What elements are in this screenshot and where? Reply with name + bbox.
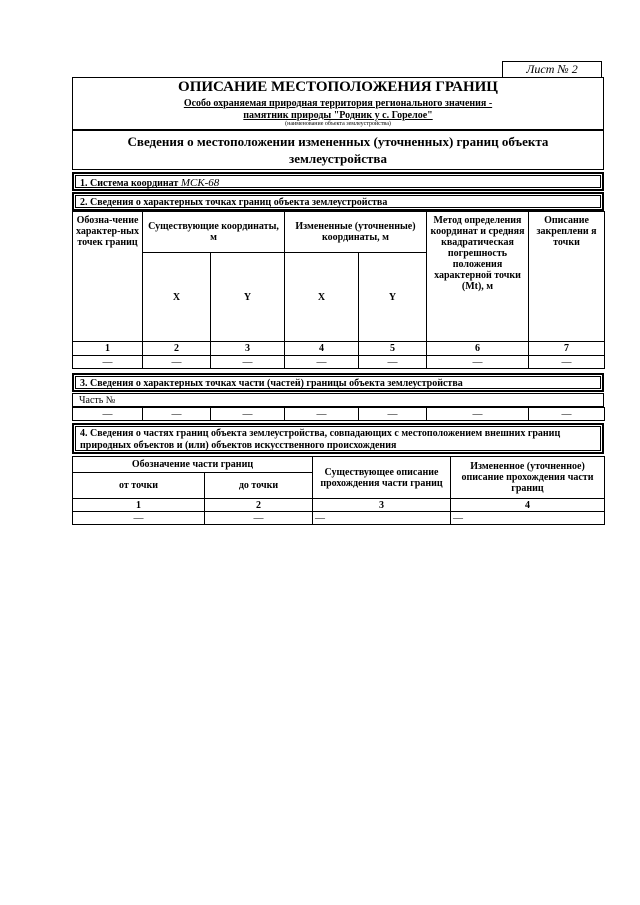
num-cell: 3 xyxy=(211,342,285,356)
part-points-table xyxy=(72,407,605,421)
section-2-title: 2. Сведения о характерных точках границ объекта землеустройства xyxy=(80,197,388,208)
num-cell: 3 xyxy=(313,499,451,512)
col-changed-description: Измененное (уточненное) описание прохождения части границ xyxy=(451,457,605,499)
dash-cell: — xyxy=(427,408,529,421)
dash-cell: — xyxy=(529,408,605,421)
num-cell: 5 xyxy=(359,342,427,356)
num-cell: 2 xyxy=(143,342,211,356)
dash-cell: — xyxy=(313,512,451,525)
object-line-1: Особо охраняемая природная территория регионального значения - xyxy=(183,98,493,109)
sheet-number-box xyxy=(502,61,602,78)
section-3-title: 3. Сведения о характерных точках части (частей) границы объекта землеустройства xyxy=(80,378,463,389)
col-description: Описание закреплени я точки xyxy=(529,212,605,342)
col-x-existing: X xyxy=(143,253,211,342)
doc-title: ОПИСАНИЕ МЕСТОПОЛОЖЕНИЯ ГРАНИЦ xyxy=(178,79,498,95)
col-designation: Обозна-чение характер-ных точек границ xyxy=(73,212,143,342)
dash-cell: — xyxy=(359,356,427,369)
object-caption: (наименование объекта землеустройства) xyxy=(285,121,391,127)
num-cell: 6 xyxy=(427,342,529,356)
col-method: Метод определения координат и средняя квадратическая погрешность положения характерной точки (Mt), м xyxy=(427,212,529,342)
section-title-box xyxy=(72,130,604,170)
dash-cell: — xyxy=(211,408,285,421)
dash-cell: — xyxy=(73,408,143,421)
num-cell: 4 xyxy=(451,499,605,512)
coord-system-value: МСК-68 xyxy=(180,177,220,189)
dash-cell: — xyxy=(143,356,211,369)
col-to-point: до точки xyxy=(205,473,313,499)
section-2-title-row xyxy=(72,192,604,211)
dash-cell: — xyxy=(427,356,529,369)
coord-system-label: 1. Система координат xyxy=(80,178,179,189)
col-part-designation: Обозначение части границ xyxy=(73,457,313,473)
dash-cell: — xyxy=(285,408,359,421)
col-existing-description: Существующее описание прохождения части границ xyxy=(313,457,451,499)
part-number-row xyxy=(72,393,604,407)
dash-cell: — xyxy=(529,356,605,369)
num-cell: 4 xyxy=(285,342,359,356)
dash-cell: — xyxy=(359,408,427,421)
num-cell: 1 xyxy=(73,342,143,356)
dash-cell: — xyxy=(73,356,143,369)
section-title: Сведения о местоположении измененных (уточненных) границ объекта землеустройства xyxy=(127,134,549,166)
dash-cell: — xyxy=(143,408,211,421)
part-number-label: Часть № xyxy=(79,395,116,406)
dash-cell: — xyxy=(211,356,285,369)
col-from-point: от точки xyxy=(73,473,205,499)
dash-cell: — xyxy=(205,512,313,525)
object-line-2: памятник природы "Родник у с. Горелое" xyxy=(243,110,433,121)
num-cell: 2 xyxy=(205,499,313,512)
points-table xyxy=(72,211,605,369)
header-block xyxy=(72,77,604,130)
col-x-changed: X xyxy=(285,253,359,342)
section-4-title-row xyxy=(72,423,604,454)
section-3-title-row xyxy=(72,373,604,392)
col-y-changed: Y xyxy=(359,253,427,342)
col-existing-coords: Существующие координаты, м xyxy=(143,212,285,253)
num-cell: 1 xyxy=(73,499,205,512)
col-y-existing: Y xyxy=(211,253,285,342)
col-changed-coords: Измененные (уточненные) координаты, м xyxy=(285,212,427,253)
dash-cell: — xyxy=(73,512,205,525)
section-4-title: 4. Сведения о частях границ объекта землеустройства, совпадающих с местоположением внешних границ природных объектов и (или) объектов искусственного происхождения xyxy=(80,428,561,451)
coord-system-row xyxy=(72,172,604,191)
sheet-number: Лист № 2 xyxy=(526,62,578,76)
dash-cell: — xyxy=(285,356,359,369)
num-cell: 7 xyxy=(529,342,605,356)
boundary-parts-table xyxy=(72,456,605,525)
dash-cell: — xyxy=(451,512,605,525)
